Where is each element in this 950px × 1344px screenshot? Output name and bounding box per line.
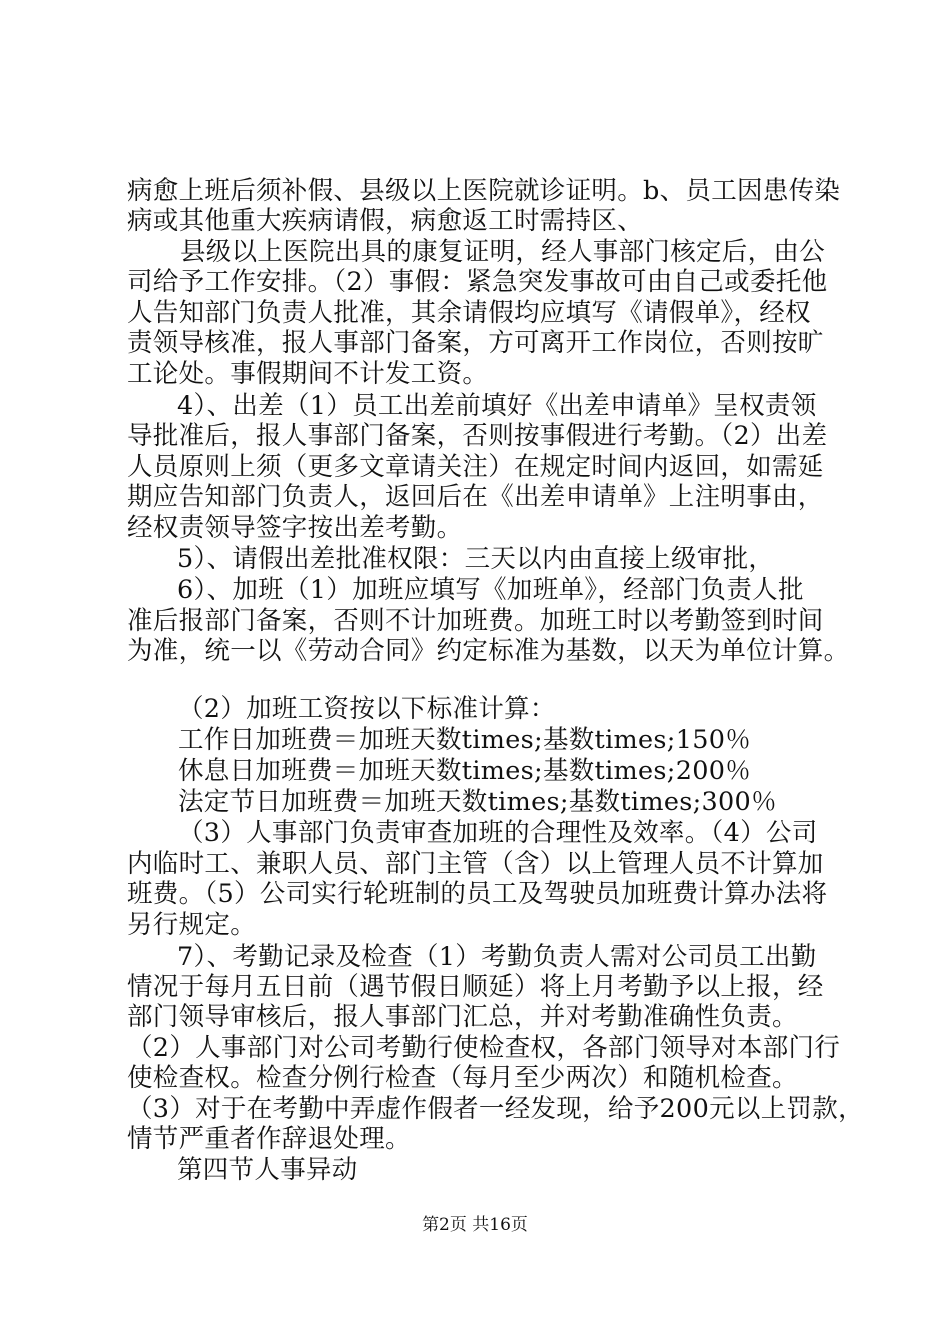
paragraph-line: 经权责领导签字按出差考勤。 [127,513,463,543]
paragraph-line: 县级以上医院出具的康复证明，经人事部门核定后，由公 [180,237,826,267]
paragraph-line: 责领导核准，报人事部门备案，方可离开工作岗位，否则按旷 [127,328,824,358]
paragraph-line: 使检查权。检查分例行检查（每月至少两次）和随机检查。 [127,1063,798,1093]
paragraph-line: （3）人事部门负责审查加班的合理性及效率。（4）公司 [178,818,818,848]
paragraph-line: 4）、出差（1）员工出差前填好《出差申请单》呈权责领 [177,391,817,421]
paragraph-line: 班费。（5）公司实行轮班制的员工及驾驶员加班费计算办法将 [127,879,828,909]
page-footer: 第2页 共16页 [422,1215,528,1235]
paragraph-line: 司给予工作安排。（2）事假：紧急突发事故可由自己或委托他 [127,267,828,297]
paragraph-line: 7）、考勤记录及检查（1）考勤负责人需对公司员工出勤 [177,942,817,972]
paragraph-line: 导批准后，报人事部门备案，否则按事假进行考勤。（2）出差 [127,421,828,451]
paragraph-line: 期应告知部门负责人，返回后在《出差申请单》上注明事由， [127,482,824,512]
paragraph-line: （2）人事部门对公司考勤行使检查权，各部门领导对本部门行 [127,1033,841,1063]
formula-line: 工作日加班费＝加班天数times;基数times;150％ [178,725,752,755]
paragraph-line: 准后报部门备案，否则不计加班费。加班工时以考勤签到时间 [127,606,824,636]
paragraph-line: 工论处。事假期间不计发工资。 [127,359,489,389]
paragraph-line: 6）、加班（1）加班应填写《加班单》，经部门负责人批 [177,575,804,605]
formula-line: 休息日加班费＝加班天数times;基数times;200％ [178,756,752,786]
paragraph-line: 内临时工、兼职人员、部门主管（含）以上管理人员不计算加 [127,849,824,879]
paragraph-line: （3）对于在考勤中弄虚作假者一经发现，给予200元以上罚款， [127,1094,864,1124]
paragraph-line: 病或其他重大疾病请假，病愈返工时需持区、 [127,206,644,236]
formula-line: 法定节日加班费＝加班天数times;基数times;300％ [178,787,777,817]
paragraph-line: 病愈上班后须补假、县级以上医院就诊证明。b、员工因患传染 [127,176,841,206]
paragraph-line: 人告知部门负责人批准，其余请假均应填写《请假单》，经权 [127,298,811,328]
paragraph-line: 情况于每月五日前（遇节假日顺延）将上月考勤予以上报，经 [127,972,824,1002]
paragraph-line: （2）加班工资按以下标准计算： [178,694,556,724]
paragraph-line: 5）、请假出差批准权限：三天以内由直接上级审批， [177,544,775,574]
paragraph-line: 另行规定。 [127,910,257,940]
paragraph-line: 为准，统一以《劳动合同》约定标准为基数，以天为单位计算。 [127,636,850,666]
section-heading: 第四节人事异动 [177,1155,358,1185]
paragraph-line: 部门领导审核后，报人事部门汇总，并对考勤准确性负责。 [127,1002,798,1032]
paragraph-line: 人员原则上须（更多文章请关注）在规定时间内返回，如需延 [127,452,824,482]
paragraph-line: 情节严重者作辞退处理。 [127,1124,411,1154]
